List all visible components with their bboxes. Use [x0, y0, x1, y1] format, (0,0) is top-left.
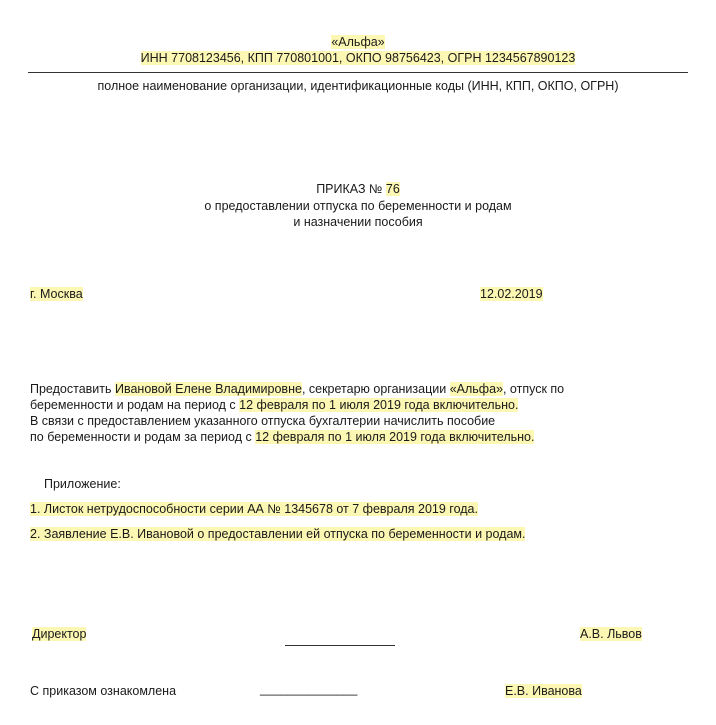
director-label: Директор — [32, 627, 87, 641]
employee-full-name: Ивановой Елене Владимировне — [114, 382, 302, 396]
attachments-heading: Приложение: — [44, 477, 121, 491]
order-subtitle-2: и назначении пособия — [293, 215, 423, 229]
director-name: А.В. Львов — [580, 627, 642, 641]
leave-period: 12 февраля по 1 июля 2019 года включительно. — [239, 398, 519, 412]
attachment-item-1 — [30, 501, 478, 517]
header-caption: полное наименование организации, идентификационные коды (ИНН, КПП, ОКПО, ОГРН) — [97, 79, 619, 93]
body-line-1 — [30, 381, 564, 397]
body-org-name: «Альфа» — [449, 382, 503, 396]
order-number: 76 — [385, 182, 400, 196]
body-text: , секретарю организации — [301, 382, 450, 396]
body-text: по беременности и родам за период с — [30, 430, 256, 444]
body-line-2 — [30, 397, 518, 413]
body-line-3: В связи с предоставлением указанного отпуска бухгалтерии начислить пособие — [30, 414, 496, 428]
org-name: «Альфа» — [331, 35, 385, 49]
order-title-prefix: ПРИКАЗ № — [316, 182, 386, 196]
body-text: беременности и родам на период с — [30, 398, 240, 412]
order-subtitle-1: о предоставлении отпуска по беременности и родам — [204, 199, 512, 213]
city: г. Москва — [30, 287, 83, 301]
order-date: 12.02.2019 — [480, 287, 543, 301]
body-text: , отпуск по — [502, 382, 565, 396]
employee-name-line — [505, 683, 582, 699]
city-line — [30, 286, 83, 302]
attachment-text: 2. Заявление Е.В. Ивановой о предоставлении ей отпуска по беременности и родам. — [30, 527, 526, 541]
director-label-line — [32, 626, 86, 642]
employee-name: Е.В. Иванова — [505, 684, 582, 698]
body-line-4 — [30, 429, 534, 445]
body-text: Предоставить — [30, 382, 115, 396]
org-codes: ИНН 7708123456, КПП 770801001, ОКПО 98756423, ОГРН 1234567890123 — [140, 51, 576, 65]
ack-label: С приказом ознакомлена — [30, 684, 177, 698]
org-codes-line — [0, 50, 716, 66]
attachment-text: 1. Листок нетрудоспособности серии АА № 1345678 от 7 февраля 2019 года. — [30, 502, 478, 516]
date-line — [480, 286, 543, 302]
ack-signature-blank: ______________ — [260, 682, 358, 696]
benefit-period: 12 февраля по 1 июля 2019 года включительно. — [255, 430, 535, 444]
order-title — [0, 181, 716, 197]
director-signature-line — [285, 645, 395, 646]
org-name-line — [0, 34, 716, 50]
header-divider — [28, 72, 688, 73]
attachment-item-2 — [30, 526, 525, 542]
director-name-line — [580, 626, 642, 642]
